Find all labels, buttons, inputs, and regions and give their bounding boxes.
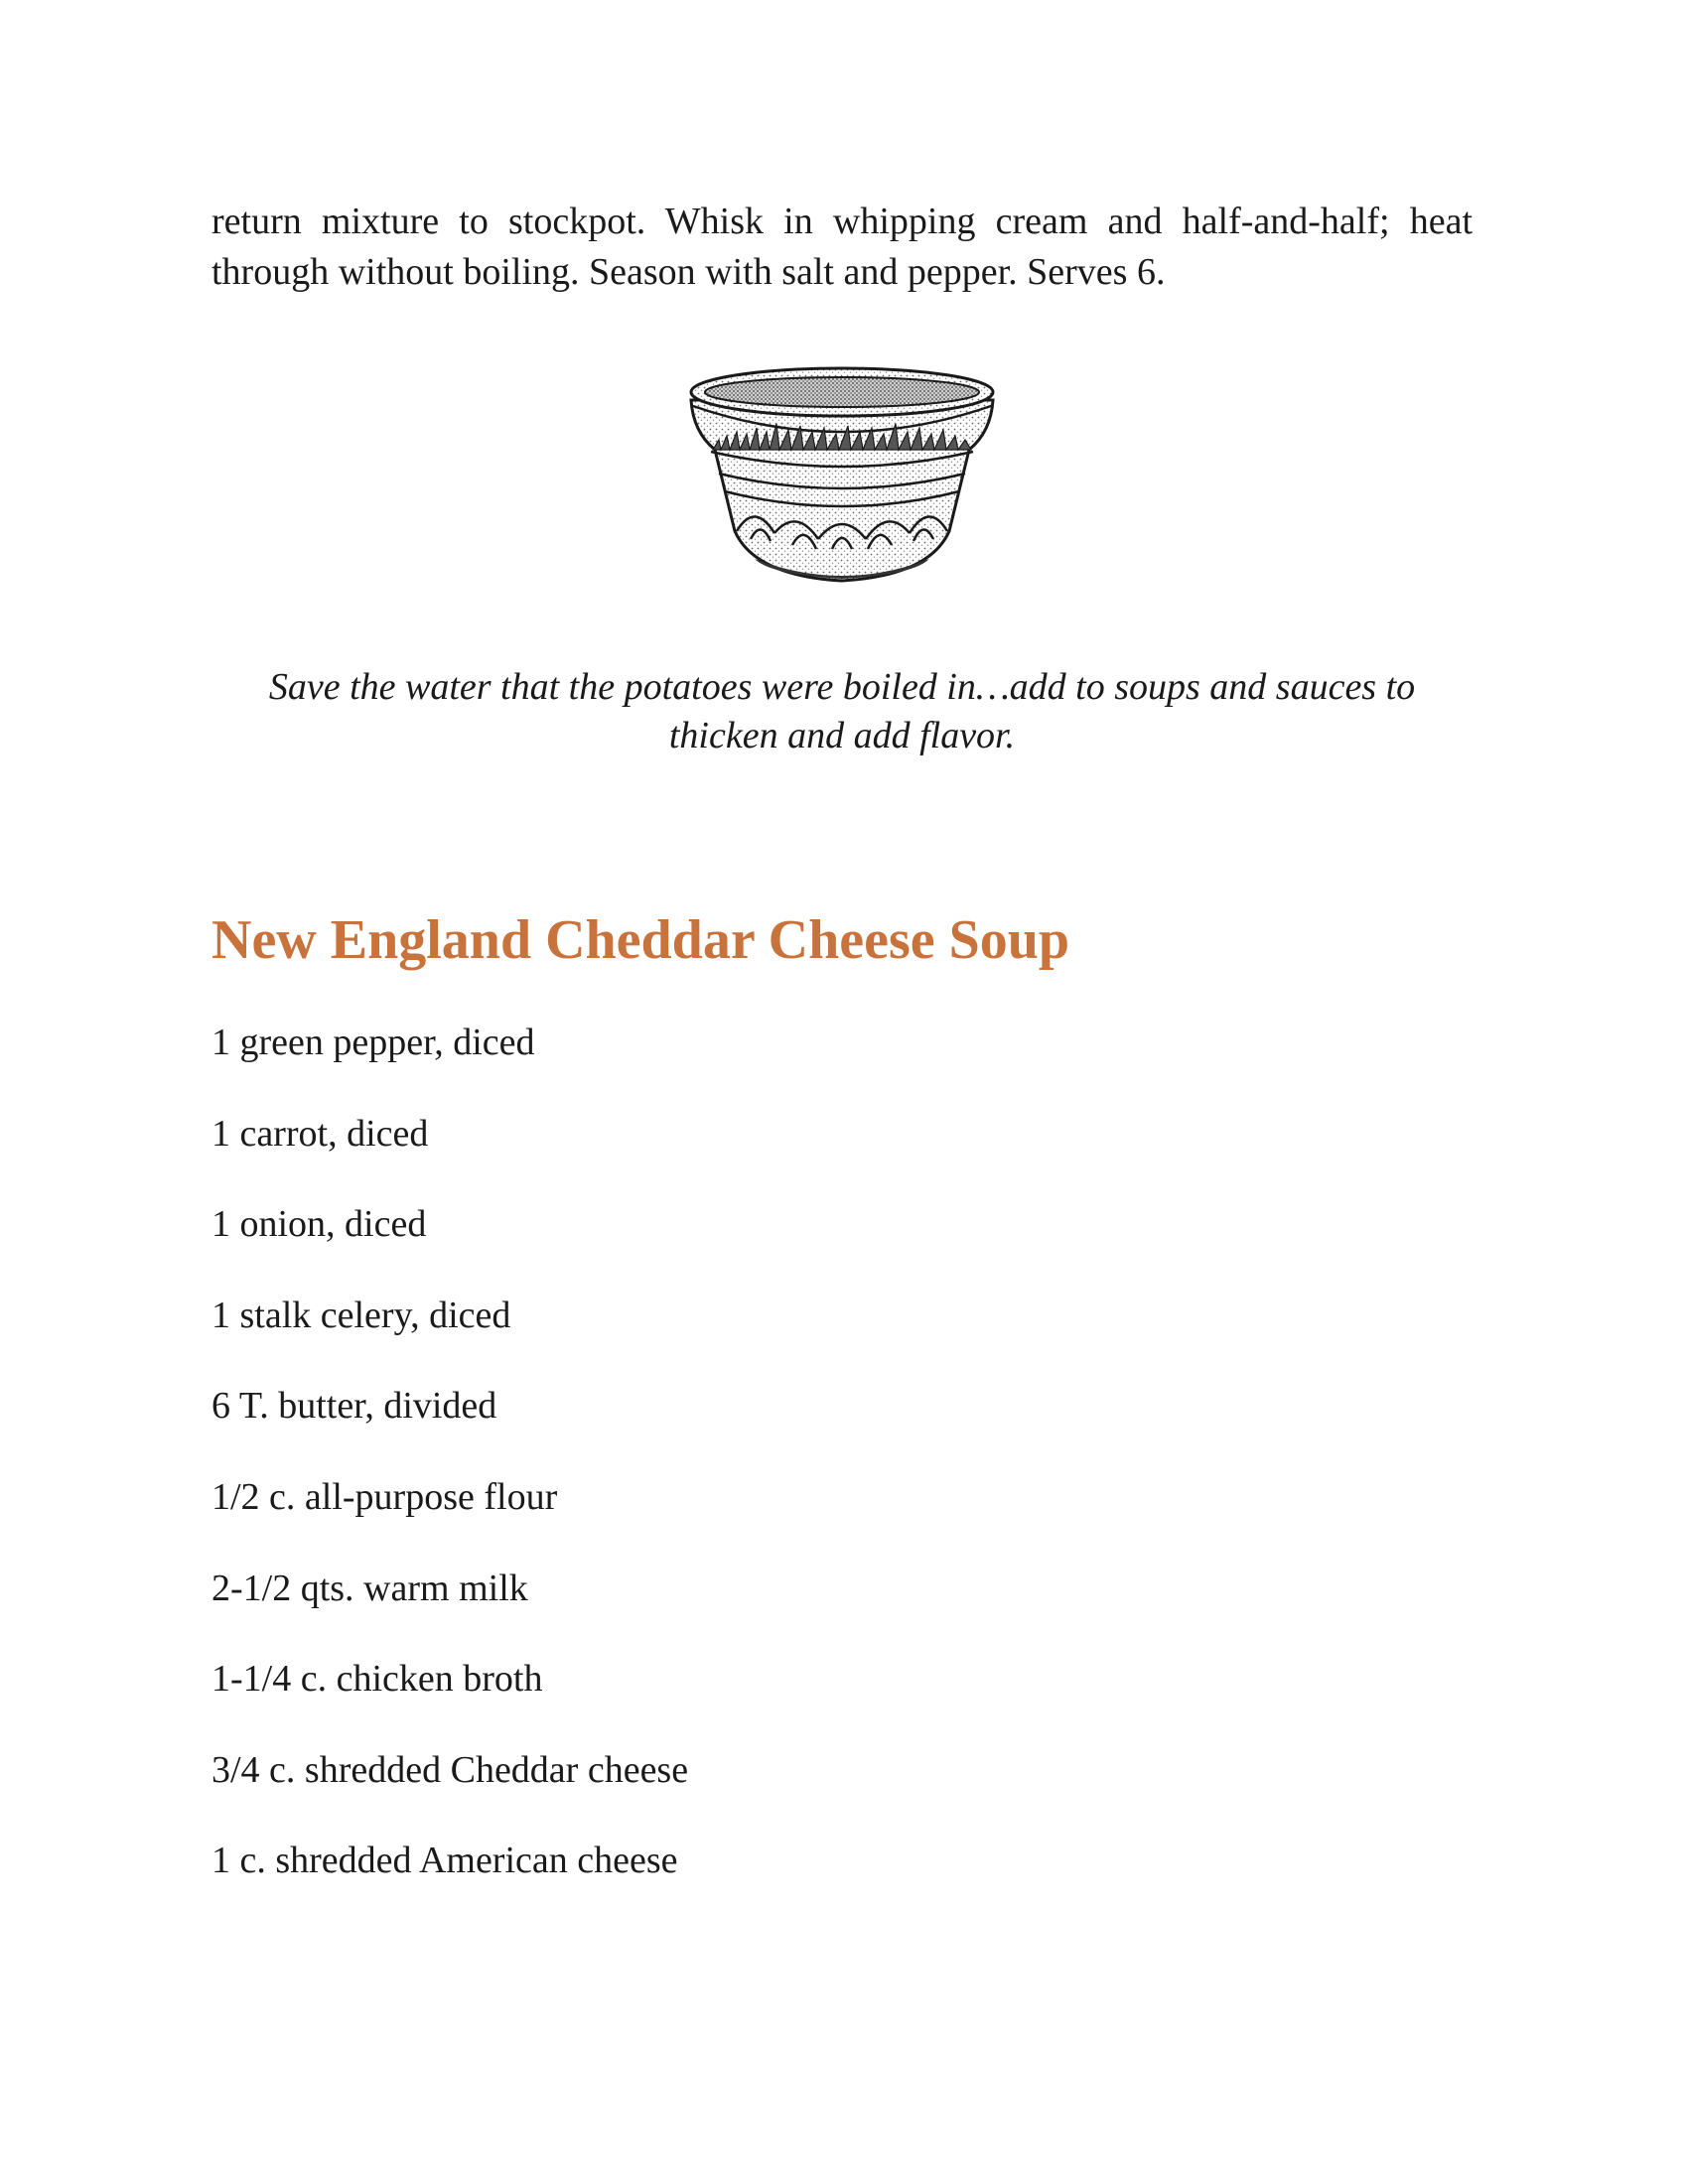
ingredient-item: 1-1/4 c. chicken broth <box>211 1658 543 1701</box>
recipe-title: New England Cheddar Cheese Soup <box>211 909 1070 971</box>
ingredient-item: 1 stalk celery, diced <box>211 1294 511 1336</box>
continued-instructions: return mixture to stockpot. Whisk in whipping cream and half-and-half; heat through without boiling. Season with salt and pepper. Serves 6. <box>211 201 1473 293</box>
ingredient-item: 1 c. shredded American cheese <box>211 1840 678 1882</box>
mixing-bowl-icon <box>685 362 999 586</box>
document-page <box>211 0 1473 2184</box>
ingredient-item: 1/2 c. all-purpose flour <box>211 1475 558 1518</box>
ingredient-item: 2-1/2 qts. warm milk <box>211 1567 528 1609</box>
ingredient-list <box>211 1019 688 1928</box>
ingredient-item: 3/4 c. shredded Cheddar cheese <box>211 1748 689 1791</box>
ingredient-item: 6 T. butter, divided <box>211 1385 497 1428</box>
ingredient-item: 1 green pepper, diced <box>211 1022 535 1063</box>
cooking-tip: Save the water that the potatoes were boiled in…add to soups and sauces to thicken and add flavor. <box>268 666 1416 756</box>
ingredient-item: 1 carrot, diced <box>211 1112 429 1155</box>
ingredient-item: 1 onion, diced <box>211 1203 427 1246</box>
